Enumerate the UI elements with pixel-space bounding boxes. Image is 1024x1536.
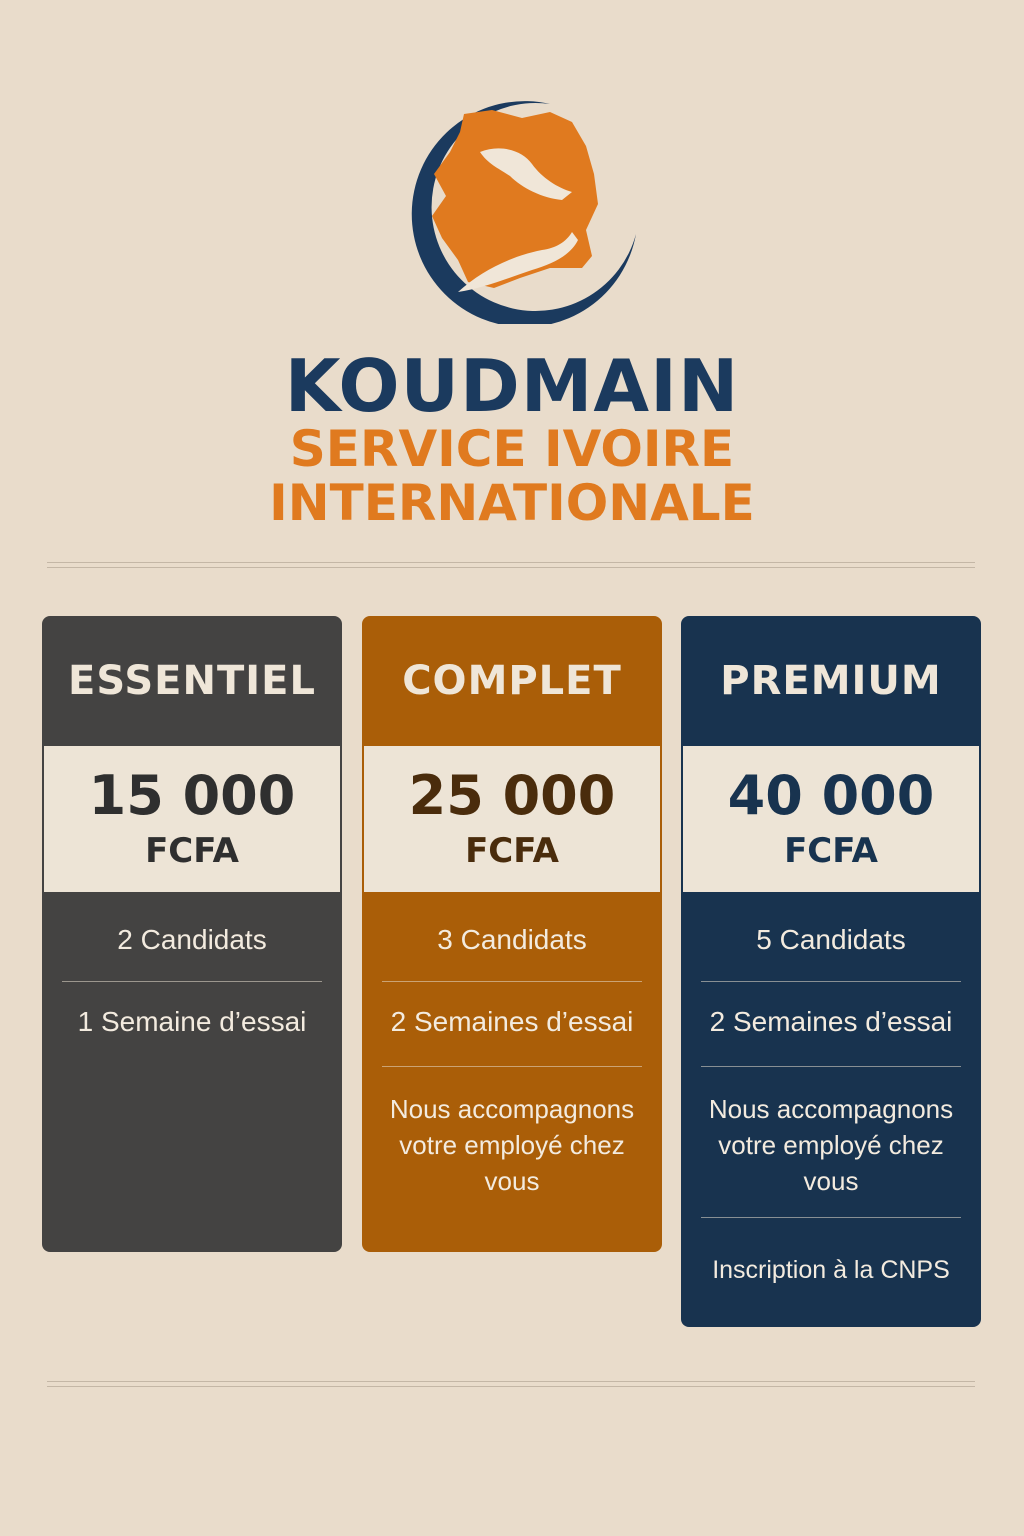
price-amount: 40 000 [727,764,935,827]
feature-item: 5 Candidats [701,892,961,982]
plan-name: PREMIUM [720,658,942,704]
price-currency: FCFA [145,831,239,871]
ivory-coast-map-with-hands-icon [372,92,652,324]
price-box [683,746,979,892]
price-amount: 25 000 [408,764,616,827]
feature-list [681,892,981,1308]
price-box [364,746,660,892]
price-amount: 15 000 [88,764,296,827]
plan-card-essentiel [42,616,342,1252]
feature-item: 2 Semaines d’essai [701,982,961,1067]
price-currency: FCFA [784,831,878,871]
feature-list [42,892,342,1066]
feature-item: Inscription à la CNPS [712,1256,950,1284]
feature-list [362,892,662,1217]
plan-card-premium [681,616,981,1327]
feature-item: 2 Candidats [62,892,322,982]
plan-name: ESSENTIEL [68,658,316,704]
plan-card-complet [362,616,662,1252]
feature-item: 3 Candidats [382,892,642,982]
brand-name: KOUDMAIN [284,344,740,428]
brand-subtitle-line2: INTERNATIONALE [269,474,755,532]
bottom-divider [47,1381,975,1387]
price-box [44,746,340,892]
top-divider [47,562,975,568]
brand-subtitle-line1: SERVICE IVOIRE [289,420,735,478]
feature-item: Nous accompagnons votre employé chez vous [389,1094,635,1196]
plan-name: COMPLET [402,658,622,704]
price-currency: FCFA [465,831,559,871]
feature-item: Nous accompagnons votre employé chez vous [701,1067,961,1218]
feature-item: 2 Semaines d’essai [382,982,642,1067]
feature-item: 1 Semaine d’essai [77,1006,307,1037]
